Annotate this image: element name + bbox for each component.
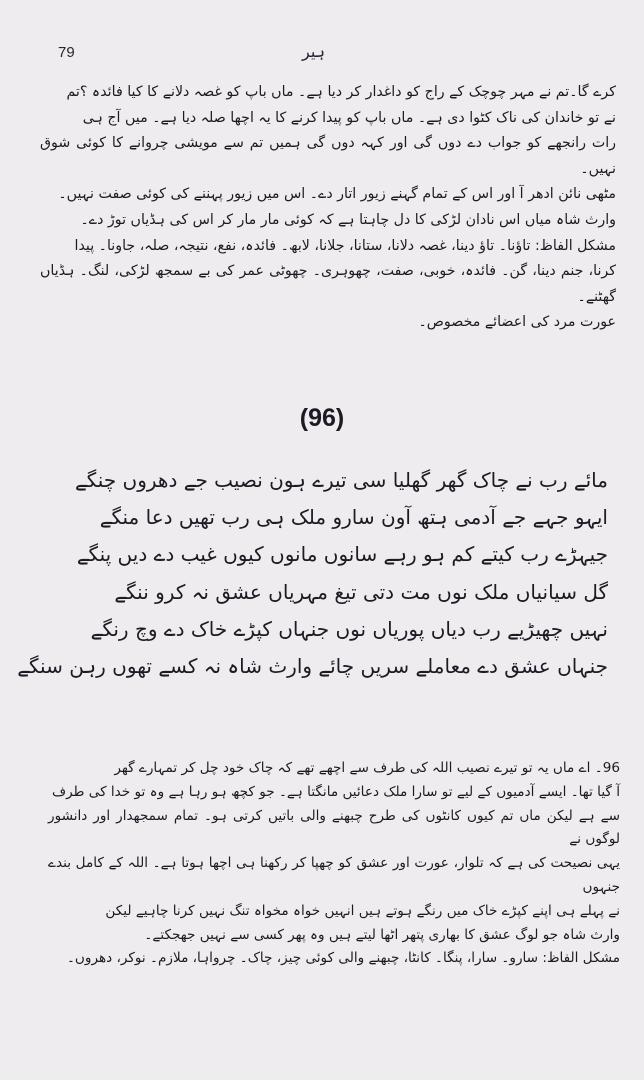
translation-section — [48, 757, 620, 971]
verse-line: جنہاں عشق دے معاملے سریں چائے وارث شاہ نہ کسے تھوں رہن سنگے — [17, 654, 608, 679]
prose-line: کرے گا۔تم نے مہر چوچک کے راج کو داغدار کر دیا ہے۔ ماں باپ کو غصہ دلانے کا کیا فائدہ ؟تم — [66, 84, 616, 100]
verse-line: مائے رب نے چاک گھر گھلیا سی تیرے ہون نصیب جے دھروں چنگے — [75, 468, 608, 492]
verse-line: نہیں چھیڑیے رب دیاں پوریاں نوں جنہاں کپڑے خاک دے وچ رنگے — [90, 616, 608, 641]
verse-line: ایہو جہے جے آدمی ہتھ آون سارو ملک ہی رب تھیں دعا منگے — [99, 505, 608, 530]
translation-line: وارث شاہ جو لوگ عشق کا بھاری پتھر اٹھا لیتے ہیں وہ پھر کسی سے نہیں جھجکتے۔ — [144, 926, 620, 943]
top-prose-section — [40, 80, 616, 336]
prose-line: رات رانجھے کو جواب دے دوں گی اور کہہ دوں گی ہمیں تم سے مویشی چروانے کا کوئی شوق نہیں۔ — [40, 135, 616, 177]
verse-stanza — [17, 462, 608, 685]
prose-line: وارث شاہ میاں اس نادان لڑکی کا دل چاہتا ہے کہ کوئی مار مار کر اس کی ہڈیاں توڑ دے۔ — [80, 211, 616, 228]
translation-line: سے ہے لیکن ماں تم کیوں کانٹوں کی طرح چبھنے والی باتیں کرتی ہو۔ تمام سمجھدار اور دانشور لوگوں نے — [48, 807, 620, 848]
running-head: ہیر — [302, 42, 326, 61]
translation-line: آ گیا تھا۔ ایسے آدمیوں کے لیے تو سارا ملک دعائیں مانگتا ہے۔ جو کچھ ہو رہا ہے وہ تو خدا کی طرف — [52, 783, 620, 800]
translation-line: یہی نصیحت کی ہے کہ تلوار، عورت اور عشق کو چھپا کر رکھنا ہی اچھا ہوتا ہے۔ اللہ کے کامل بندے جنہوں — [48, 855, 620, 895]
page-number: 79 — [58, 44, 75, 61]
verse-number: (96) — [299, 404, 345, 432]
vocabulary-line: مشکل الفاظ: سارو۔ سارا، پنگا۔ کانٹا، چبھنے والی کوئی چیز، چاک۔ چرواہا، ملازم۔ نوکر، دھروں۔ — [66, 950, 620, 967]
translation-line: نے پہلے ہی اپنے کپڑے خاک میں رنگے ہوتے ہیں انہیں خواہ مخواہ تنگ نہیں کرنا چاہیے لیکن — [105, 902, 620, 919]
prose-line: مٹھی نائن ادھر آ اور اس کے تمام گہنے زیور اتار دے۔ اس میں زیور پہننے کی کوئی صفت نہیں۔ — [58, 186, 616, 203]
translation-line: 96۔ اے ماں یہ تو تیرے نصیب اللہ کی طرف سے اچھے تھے کہ چاک خود چل کر تمہارے گھر — [114, 760, 620, 776]
vocabulary-line: مشکل الفاظ: تاؤنا۔ تاؤ دینا، غصہ دلانا، ستانا، جلانا، لابھ۔ فائدہ، نفع، نتیجہ، صلہ، جاونا۔ پیدا — [74, 237, 616, 254]
prose-line: نے تو خاندان کی ناک کٹوا دی ہے۔ ماں باپ کو پیدا کرنے کا یہ اچھا صلہ دیا ہے۔ میں آج ہی — [82, 109, 616, 126]
verse-line: گل سیانیاں ملک نوں مت دتی تیغ مہریاں عشق نہ کرو ننگے — [114, 579, 608, 604]
vocabulary-line: کرنا، جنم دینا، گن۔ فائدہ، خوبی، صفت، چھوہری۔ چھوٹی عمر کی بے سمجھ لڑکی، لنگ۔ ہڈیاں گھٹنے۔ — [40, 263, 616, 305]
verse-line: جیہڑے رب کیتے کم ہو رہے سانوں مانوں کیوں غیب دے دیں پنگے — [76, 542, 608, 567]
vocabulary-line: عورت مرد کی اعضائے مخصوص۔ — [418, 314, 616, 331]
